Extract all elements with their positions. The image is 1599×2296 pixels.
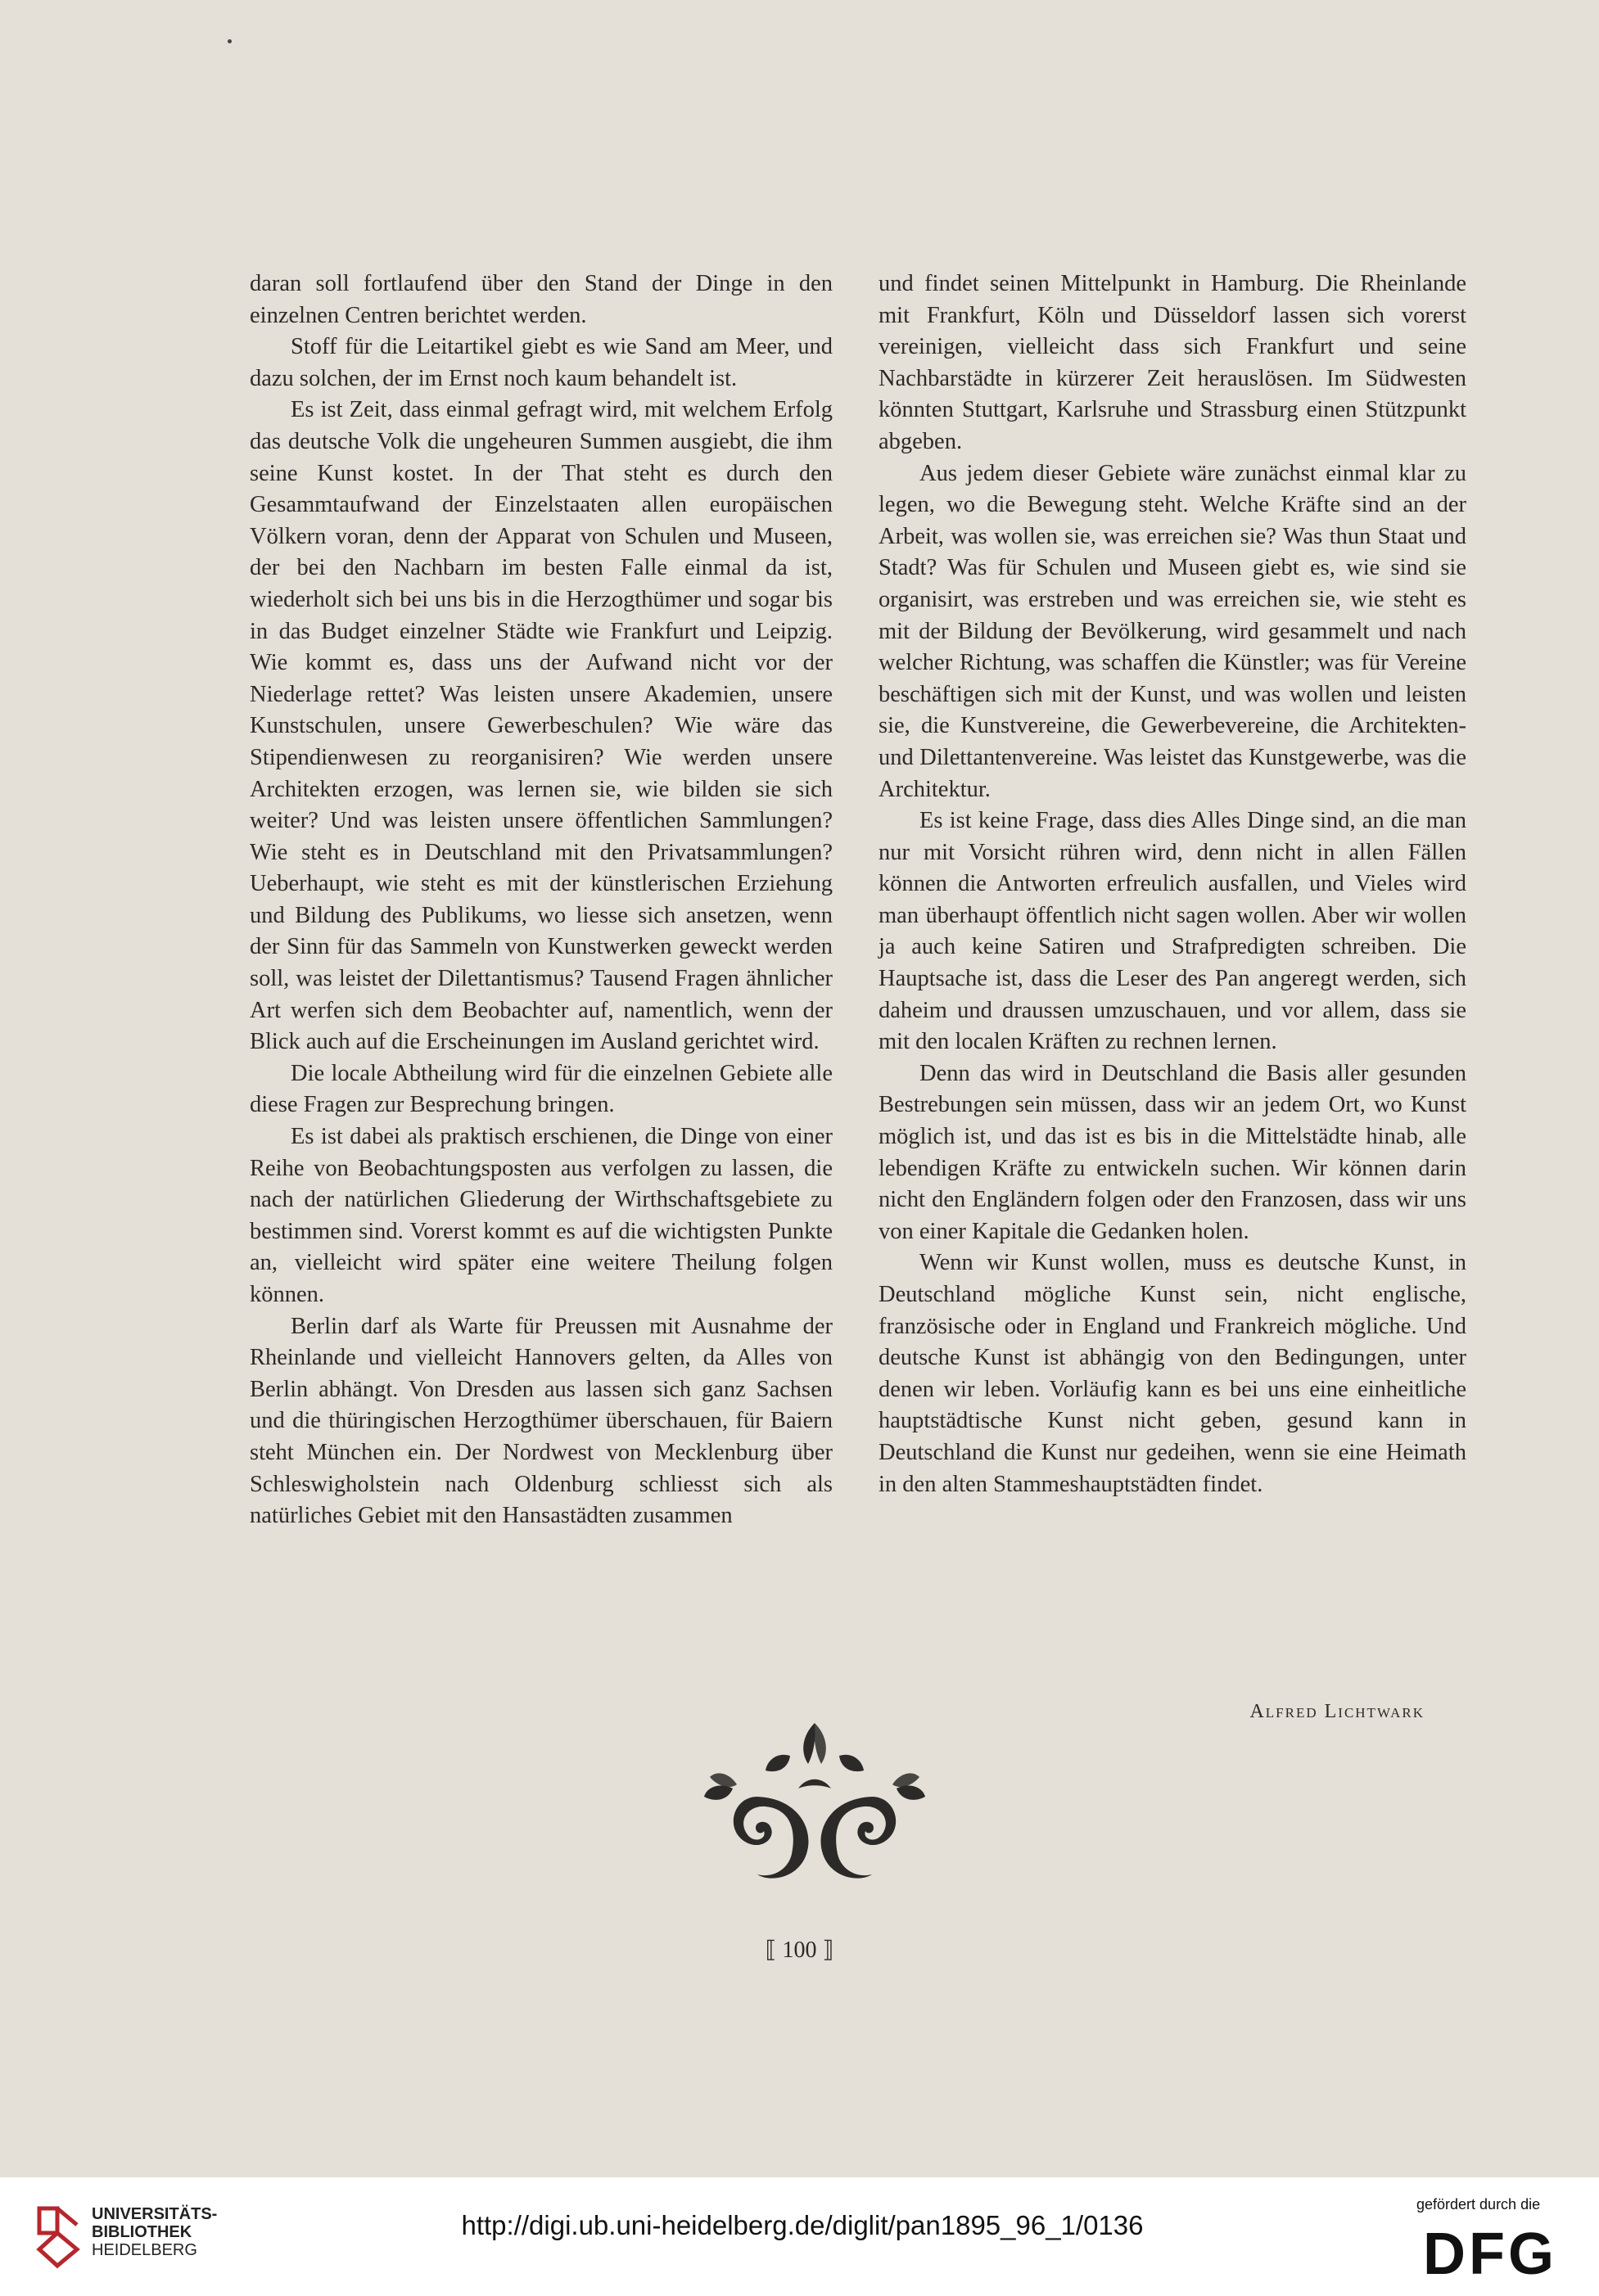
paragraph: Denn das wird in Deutschland die Basis aller gesunden Bestrebungen sein müssen, dass wir an jedem Ort, wo Kunst möglich ist, und das ist es bis in die Mittelstädte hinab, alle lebendigen Kräfte zu entwickeln suchen. Wir können darin nicht den Engländern folgen oder den Franzosen, dass wir uns von einer Kapitale die Gedanken holen.	[879, 1060, 1466, 1244]
paragraph: Aus jedem dieser Gebiete wäre zunächst einmal klar zu legen, wo die Bewegung steht. Welche Kräfte sind an der Arbeit, was wollen sie, was erreichen sie? Was thun Staat und Stadt? Was für Schulen und Museen giebt es, wie sind sie organisirt, was erstreben und was erreichen sie, wie steht es mit der Bildung der Bevölkerung, wird gesammelt und nach welcher Richtung, was schaffen die Künstler; was für Vereine beschäftigen sich mit der Kunst, und was wollen und leisten sie, die Kunstvereine, die Gewerbevereine, die Architekten- und Dilettantenvereine. Was leistet das Kunstgewerbe, was die Architektur.	[879, 460, 1466, 802]
library-name-line: UNIVERSITÄTS-	[92, 2205, 218, 2223]
paragraph: daran soll fortlaufend über den Stand der Dinge in den einzelnen Centren berichtet werden.	[250, 271, 833, 328]
left-text-column	[250, 268, 833, 1532]
floral-ornament-icon	[700, 1707, 929, 1895]
paragraph: und findet seinen Mittelpunkt in Hamburg. Die Rheinlande mit Frankfurt, Köln und Düsseldorf lassen sich vorerst vereinigen, vielleicht dass sich Frankfurt und seine Nachbarstädte in kürzerer Zeit herauslösen. Im Südwesten könnten Stuttgart, Karlsruhe und Strassburg einen Stützpunkt abgeben.	[879, 271, 1466, 454]
page-number: ⟦ 100 ⟧	[765, 1937, 834, 1963]
paragraph: Die locale Abtheilung wird für die einzelnen Gebiete alle diese Fragen zur Besprechung bringen.	[250, 1060, 833, 1118]
scan-speck	[228, 39, 232, 43]
paragraph: Es ist Zeit, dass einmal gefragt wird, mit welchem Erfolg das deutsche Volk die ungeheuren Summen ausgiebt, die ihm seine Kunst kostet. In der That steht es durch den Gesammtaufwand der Einzelstaaten allen europäischen Völkern voran, denn der Apparat von Schulen und Museen, der bei den Nachbarn im besten Falle einmal da ist, wiederholt sich bei uns bis in die Herzogthümer und sogar bis in das Budget einzelner Städte wie Frankfurt und Leipzig. Wie kommt es, dass uns der Aufwand nicht vor der Niederlage rettet? Was leisten unsere Akademien, unsere Kunstschulen, unsere Gewerbeschulen? Wie wäre das Stipendienwesen zu reorganisiren? Wie werden unsere Architekten erzogen, was lernen sie, wie bilden sie sich weiter? Und was leisten unsere öffentlichen Sammlungen? Wie steht es in Deutschland mit den Privatsammlungen? Ueberhaupt, wie steht es mit der künstlerischen Erziehung und Bildung des Publikums, wo liesse sich ansetzen, wenn der Sinn für das Sammeln von Kunstwerken geweckt werden soll, was leistet der Dilettantismus? Tausend Fragen ähnlicher Art werfen sich dem Beobachter auf, namentlich, wenn der Blick auch auf die Erscheinungen im Ausland gerichtet wird.	[250, 397, 833, 1055]
paragraph: Berlin darf als Warte für Preussen mit Ausnahme der Rheinlande und vielleicht Hannovers gelten, da Alles von Berlin abhängt. Von Dresden aus lassen sich ganz Sachsen und die thüringischen Herzogthümer überschauen, für Baiern steht München ein. Der Nordwest von Mecklenburg über Schleswigholstein nach Oldenburg schliesst sich als natürliches Gebiet mit den Hansastädten zusammen	[250, 1313, 833, 1529]
paragraph: Es ist dabei als praktisch erschienen, die Dinge von einer Reihe von Beobachtungsposten aus verfolgen zu lassen, die nach der natürlichen Gliederung der Wirthschaftsgebiete zu bestimmen sind. Vorerst kommt es auf die wichtigsten Punkte an, vielleicht wird später eine weitere Theilung folgen können.	[250, 1124, 833, 1307]
funded-by-label: gefördert durch die	[1416, 2196, 1541, 2213]
paragraph: Wenn wir Kunst wollen, muss es deutsche Kunst, in Deutschland mögliche Kunst sein, nicht englische, französische oder in England und Frankreich mögliche. Und deutsche Kunst ist abhängig von den Bedingungen, unter denen wir leben. Vorläufig kann es bei uns eine einheitliche hauptstädtische Kunst nicht geben, gesund kann in Deutschland die Kunst nur gedeihen, wenn sie eine Heimath in den alten Stammeshauptstädten findet.	[879, 1250, 1466, 1497]
library-name	[92, 2205, 217, 2259]
dfg-logo: DFG	[1423, 2222, 1557, 2287]
library-logo-icon	[33, 2200, 84, 2271]
author-signature: Alfred Lichtwark	[1249, 1701, 1425, 1722]
paragraph: Stoff für die Leitartikel giebt es wie Sand am Meer, und dazu solchen, der im Ernst noch kaum behandelt ist.	[250, 334, 833, 391]
permalink-url[interactable]: http://digi.ub.uni-heidelberg.de/diglit/pan1895_96_1/0136	[461, 2210, 1144, 2240]
right-text-column	[879, 268, 1466, 1500]
paragraph: Es ist keine Frage, dass dies Alles Dinge sind, an die man nur mit Vorsicht rühren wird, denn nicht in allen Fällen können die Antworten erfreulich ausfallen, und Vieles wird man überhaupt öffentlich nicht sagen wollen. Aber wir wollen ja auch keine Satiren und Strafpredigten schreiben. Die Hauptsache ist, dass die Leser des Pan angeregt werden, sich daheim und draussen umzuschauen, und vor allem, dass sie mit den localen Kräften zu rechnen lernen.	[879, 808, 1466, 1055]
library-name-line: BIBLIOTHEK	[92, 2223, 192, 2241]
library-name-line: HEIDELBERG	[92, 2241, 197, 2259]
